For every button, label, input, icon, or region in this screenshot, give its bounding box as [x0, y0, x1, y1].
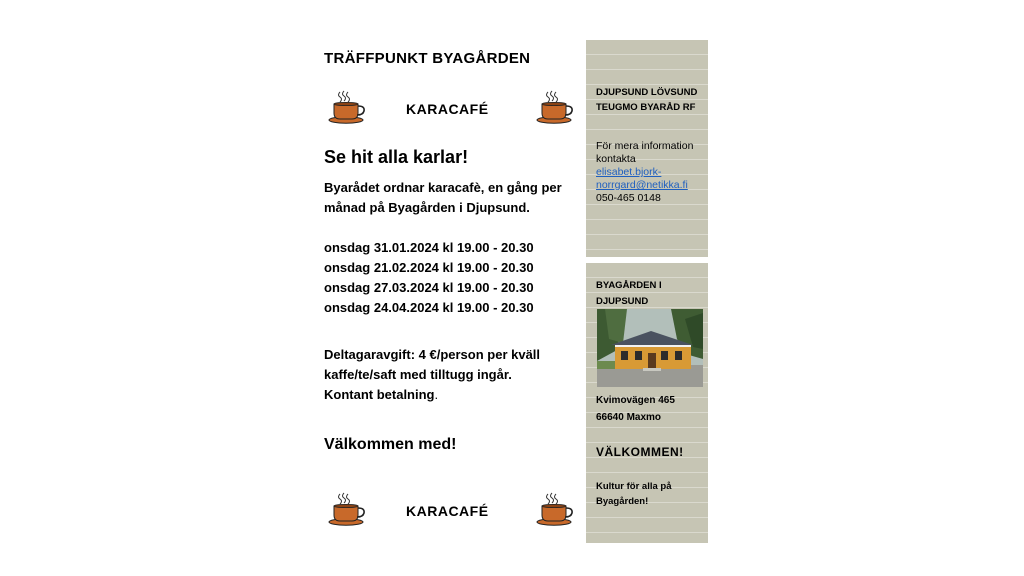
- cafe-banner-top: [328, 90, 574, 124]
- date-item: onsdag 24.04.2024 kl 19.00 - 20.30: [324, 300, 534, 315]
- contact-info: [596, 140, 706, 205]
- intro-text: Byarådet ordnar karacafè, en gång per månad på Byagården i Djupsund.: [324, 180, 562, 215]
- payment-period: .: [434, 387, 439, 402]
- date-item: onsdag 27.03.2024 kl 19.00 - 20.30: [324, 280, 534, 295]
- coffee-cup-icon: [328, 90, 366, 124]
- sidebar-welcome: VÄLKOMMEN!: [596, 445, 684, 459]
- fee-line: Deltagaravgift: 4 €/person per kväll: [324, 347, 541, 362]
- slogan-line: Byagården!: [596, 496, 649, 507]
- flyer-title: TRÄFFPUNKT BYAGÅRDEN: [324, 50, 531, 67]
- fee-line: kaffe/te/saft med tilltugg ingår.: [324, 367, 512, 382]
- headline: Se hit alla karlar!: [324, 147, 469, 167]
- venue-line: DJUPSUND: [596, 296, 649, 307]
- cafe-label: KARACAFÉ: [406, 503, 489, 519]
- email-line[interactable]: norrgard@netikka.fi: [596, 179, 688, 191]
- venue-name: [596, 278, 662, 310]
- org-line: DJUPSUND LÖVSUND: [596, 87, 698, 98]
- cafe-banner-bottom: [328, 492, 574, 526]
- address-line: Kvimovägen 465: [596, 395, 675, 406]
- venue-line: BYAGÅRDEN I: [596, 280, 662, 291]
- organization-name: [596, 85, 697, 115]
- email-line[interactable]: elisabet.bjork-: [596, 166, 662, 178]
- coffee-cup-icon: [536, 90, 574, 124]
- date-item: onsdag 31.01.2024 kl 19.00 - 20.30: [324, 240, 534, 255]
- org-line: TEUGMO BYARÅD RF: [596, 102, 696, 113]
- culture-slogan: [596, 479, 671, 509]
- date-list: [324, 238, 534, 318]
- address-line: 66640 Maxmo: [596, 412, 662, 423]
- info-text: För mera information kontakta: [596, 140, 694, 165]
- phone-number: 050-465 0148: [596, 192, 661, 204]
- fee-info: [324, 345, 580, 405]
- venue-photo: [597, 309, 703, 387]
- coffee-cup-icon: [328, 492, 366, 526]
- welcome-text: Välkommen med!: [324, 436, 457, 453]
- sidebar-venue-panel: [586, 263, 708, 543]
- slogan-line: Kultur för alla på: [596, 481, 672, 492]
- cafe-label: KARACAFÉ: [406, 101, 489, 117]
- sidebar-contact-panel: [586, 40, 708, 257]
- venue-address: [596, 392, 675, 426]
- payment-text: Kontant betalning: [324, 387, 435, 402]
- coffee-cup-icon: [536, 492, 574, 526]
- email-link[interactable]: [596, 166, 706, 192]
- fee-line: [324, 385, 580, 405]
- date-item: onsdag 21.02.2024 kl 19.00 - 20.30: [324, 260, 534, 275]
